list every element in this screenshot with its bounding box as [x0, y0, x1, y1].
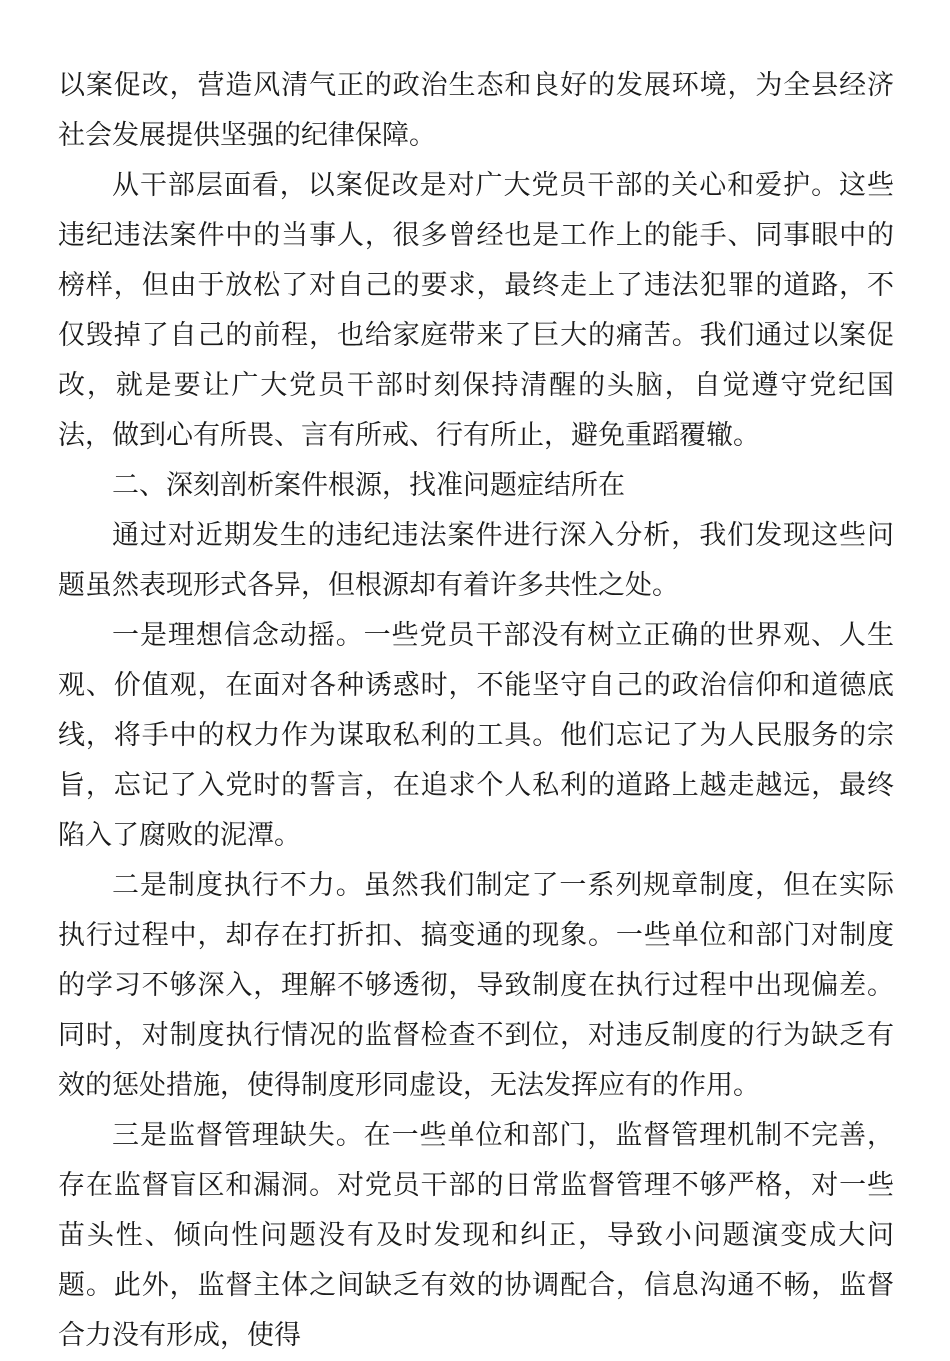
- paragraph-continuation: 以案促改，营造风清气正的政治生态和良好的发展环境，为全县经济社会发展提供坚强的纪律保障。: [58, 70, 894, 151]
- paragraph-point-2: 二是制度执行不力。虽然我们制定了一系列规章制度，但在实际执行过程中，却存在打折扣、搞变通的现象。一些单位和部门对制度的学习不够深入，理解不够透彻，导致制度在执行过程中出现偏差。同时，对制度执行情况的监督检查不到位，对违反制度的行为缺乏有效的惩处措施，使得制度形同虚设，无法发挥应有的作用。: [58, 870, 894, 1101]
- paragraph-point-3: 三是监督管理缺失。在一些单位和部门，监督管理机制不完善，存在监督盲区和漏洞。对党员干部的日常监督管理不够严格，对一些苗头性、倾向性问题没有及时发现和纠正，导致小问题演变成大问题。此外，监督主体之间缺乏有效的协调配合，信息沟通不畅，监督合力没有形成，使得: [58, 1120, 894, 1351]
- document-page: [58, 61, 894, 1361]
- paragraph-point-1: 一是理想信念动摇。一些党员干部没有树立正确的世界观、人生观、价值观，在面对各种诱惑时，不能坚守自己的政治信仰和道德底线，将手中的权力作为谋取私利的工具。他们忘记了为人民服务的宗旨，忘记了入党时的誓言，在追求个人私利的道路上越走越远，最终陷入了腐败的泥潭。: [58, 620, 894, 851]
- paragraph-analysis-intro: 通过对近期发生的违纪违法案件进行深入分析，我们发现这些问题虽然表现形式各异，但根源却有着许多共性之处。: [58, 520, 894, 601]
- section-heading-2: 二、深刻剖析案件根源，找准问题症结所在: [112, 470, 625, 501]
- paragraph-cadre-level: 从干部层面看，以案促改是对广大党员干部的关心和爱护。这些违纪违法案件中的当事人，很多曾经也是工作上的能手、同事眼中的榜样，但由于放松了对自己的要求，最终走上了违法犯罪的道路，不仅毁掉了自己的前程，也给家庭带来了巨大的痛苦。我们通过以案促改，就是要让广大党员干部时刻保持清醒的头脑，自觉遵守党纪国法，做到心有所畏、言有所戒、行有所止，避免重蹈覆辙。: [58, 170, 894, 451]
